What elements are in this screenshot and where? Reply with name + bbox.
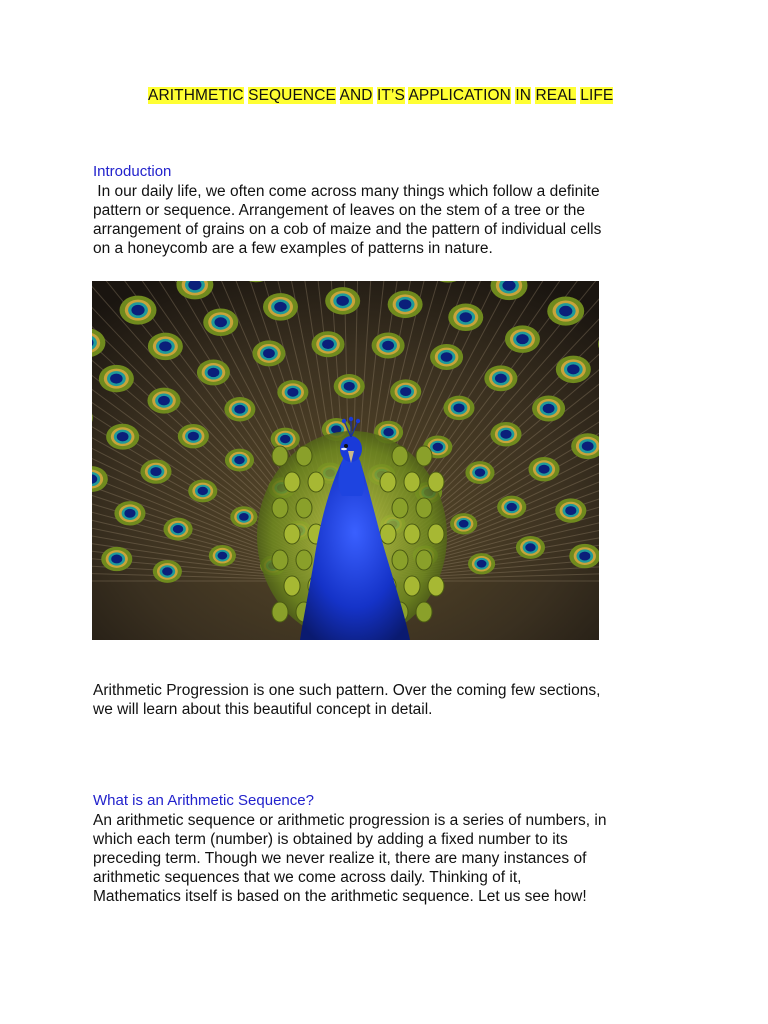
neck-feather [272, 550, 288, 570]
paragraph-line: which each term (number) is obtained by adding a fixed number to its [93, 831, 568, 848]
title-word: ARITHMETIC [148, 87, 244, 104]
neck-feather [404, 524, 420, 544]
feather-eye [430, 344, 463, 370]
definition-paragraph [93, 811, 693, 906]
feather-eye [528, 457, 559, 481]
feather-eye [140, 459, 171, 483]
feather-eye [178, 424, 209, 448]
feather-eye [569, 544, 599, 568]
feather-eye [101, 547, 132, 571]
neck-feather [284, 472, 300, 492]
neck-feather [428, 524, 444, 544]
feather-eye [230, 506, 257, 527]
title-word: LIFE [580, 87, 614, 104]
neck-feather [404, 472, 420, 492]
neck-feather [416, 446, 432, 466]
title-word: AND [339, 87, 373, 104]
feather-eye [505, 325, 540, 353]
neck-feather [308, 472, 324, 492]
neck-feather [416, 550, 432, 570]
neck-feather [380, 472, 396, 492]
feather-eye [188, 480, 217, 503]
neck-feather [272, 498, 288, 518]
feather-eye [271, 428, 300, 451]
title-word: APPLICATION [408, 87, 511, 104]
feather-eye [532, 396, 565, 422]
paragraph-line: pattern or sequence. Arrangement of leaves on the stem of a tree or the [93, 202, 585, 219]
peacock-photo-icon [92, 281, 599, 640]
neck-feather [416, 498, 432, 518]
feather-eye [147, 388, 180, 414]
neck-feather [380, 524, 396, 544]
paragraph-line: Mathematics itself is based on the arithmetic sequence. Let us see how! [93, 888, 587, 905]
neck-feather [272, 602, 288, 622]
feather-eye [448, 304, 483, 332]
neck-feather [392, 498, 408, 518]
neck-feather [428, 576, 444, 596]
paragraph-line: preceding term. Though we never realize it, there are many instances of [93, 850, 587, 867]
feather-eye [120, 296, 157, 325]
introduction-paragraph [93, 182, 693, 258]
feather-eye [197, 359, 230, 385]
paragraph-line: on a honeycomb are a few examples of patterns in nature. [93, 240, 493, 257]
feather-eye [497, 496, 526, 519]
feather-eye [252, 340, 285, 366]
neck-feather [284, 524, 300, 544]
feather-eye [263, 293, 298, 321]
paragraph-line: arrangement of grains on a cob of maize and the pattern of individual cells [93, 221, 602, 238]
title-word: IN [515, 87, 532, 104]
feather-eye [484, 365, 517, 391]
feather-eye [148, 333, 183, 361]
feather-eye [450, 513, 477, 534]
feather-eye [99, 365, 134, 393]
feather-eye [388, 291, 423, 319]
feather-eye [556, 356, 591, 384]
neck-feather [284, 576, 300, 596]
introduction-heading: Introduction [93, 163, 172, 180]
title-word: SEQUENCE [248, 87, 336, 104]
feather-eye [153, 560, 182, 583]
feather-eye [468, 553, 495, 574]
neck-feather [272, 446, 288, 466]
document-title [148, 86, 613, 106]
feather-eye [555, 498, 586, 522]
feather-eye [443, 396, 474, 420]
paragraph-line: In our daily life, we often come across many things which follow a definite [93, 183, 600, 200]
paragraph-line: arithmetic sequences that we come across daily. Thinking of it, [93, 869, 522, 886]
neck-feather [428, 472, 444, 492]
neck-feather [404, 576, 420, 596]
feather-eye [114, 501, 145, 525]
title-word: REAL [535, 87, 576, 104]
feather-eye [277, 380, 308, 404]
feather-eye [225, 449, 254, 472]
progression-paragraph [93, 681, 693, 719]
paragraph-line: An arithmetic sequence or arithmetic progression is a series of numbers, in [93, 812, 607, 829]
feather-eye [224, 397, 255, 421]
feather-eye [547, 297, 584, 326]
feather-eye [334, 374, 365, 398]
feather-eye [465, 461, 494, 484]
neck-feather [392, 446, 408, 466]
neck-feather [416, 602, 432, 622]
feather-eye [163, 518, 192, 541]
feather-eye [390, 379, 421, 403]
paragraph-line: Arithmetic Progression is one such pattern. Over the coming few sections, [93, 682, 601, 699]
paragraph-line: we will learn about this beautiful concept in detail. [93, 701, 433, 718]
neck-feather [392, 550, 408, 570]
definition-heading: What is an Arithmetic Sequence? [93, 792, 314, 809]
feather-eye [490, 422, 521, 446]
title-word: IT’S [376, 87, 405, 104]
feather-eye [209, 545, 236, 566]
feather-eye [325, 287, 360, 315]
neck-feather [296, 550, 312, 570]
peacock-photo [92, 281, 599, 640]
neck-feather [296, 446, 312, 466]
feather-eye [372, 333, 405, 359]
neck-feather [296, 498, 312, 518]
feather-eye [516, 536, 545, 559]
feather-eye [106, 424, 139, 450]
feather-eye [312, 331, 345, 357]
feather-eye [203, 308, 238, 336]
